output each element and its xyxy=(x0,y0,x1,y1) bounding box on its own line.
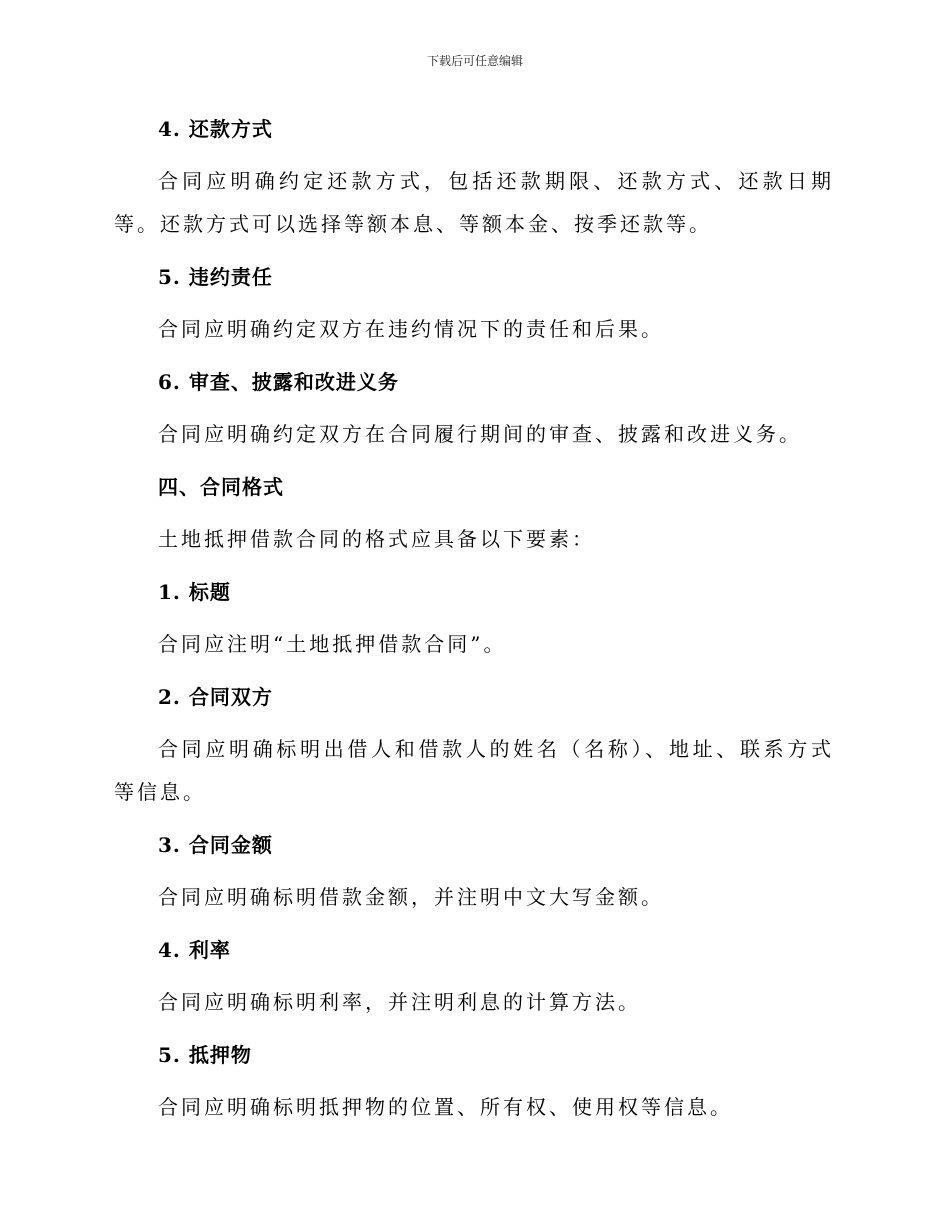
paragraph-amount: 合同应明确标明借款金额，并注明中文大写金额。 xyxy=(158,885,664,909)
paragraph-review-disclosure: 合同应明确约定双方在合同履行期间的审查、披露和改进义务。 xyxy=(158,422,802,446)
section-heading-title: 1. 标题 xyxy=(158,580,231,604)
section-heading-interest-rate: 4. 利率 xyxy=(158,938,231,962)
document-body xyxy=(114,110,834,1129)
section-heading-repayment-method: 4. 还款方式 xyxy=(158,117,273,141)
paragraph-collateral: 合同应明确标明抵押物的位置、所有权、使用权等信息。 xyxy=(158,1095,733,1119)
paragraph-repayment-method: 合同应明确约定还款方式，包括还款期限、还款方式、还款日期等。还款方式可以选择等额本息、等额本金、按季还款等。 xyxy=(114,169,834,236)
paragraph-breach-liability: 合同应明确约定双方在违约情况下的责任和后果。 xyxy=(158,317,664,341)
section-heading-collateral: 5. 抵押物 xyxy=(158,1043,252,1067)
section-heading-review-disclosure: 6. 审查、披露和改进义务 xyxy=(158,370,399,394)
section-heading-breach-liability: 5. 违约责任 xyxy=(158,265,273,289)
section-heading-parties: 2. 合同双方 xyxy=(158,685,273,709)
paragraph-contract-format: 土地抵押借款合同的格式应具备以下要素： xyxy=(158,527,595,551)
paragraph-interest-rate: 合同应明确标明利率，并注明利息的计算方法。 xyxy=(158,990,641,1014)
paragraph-parties: 合同应明确标明出借人和借款人的姓名（名称）、地址、联系方式等信息。 xyxy=(114,737,834,804)
page-header: 下载后可任意编辑 xyxy=(426,54,523,68)
section-heading-contract-format: 四、合同格式 xyxy=(158,475,284,499)
paragraph-title: 合同应注明“土地抵押借款合同”。 xyxy=(158,632,507,656)
section-heading-amount: 3. 合同金额 xyxy=(158,833,273,857)
